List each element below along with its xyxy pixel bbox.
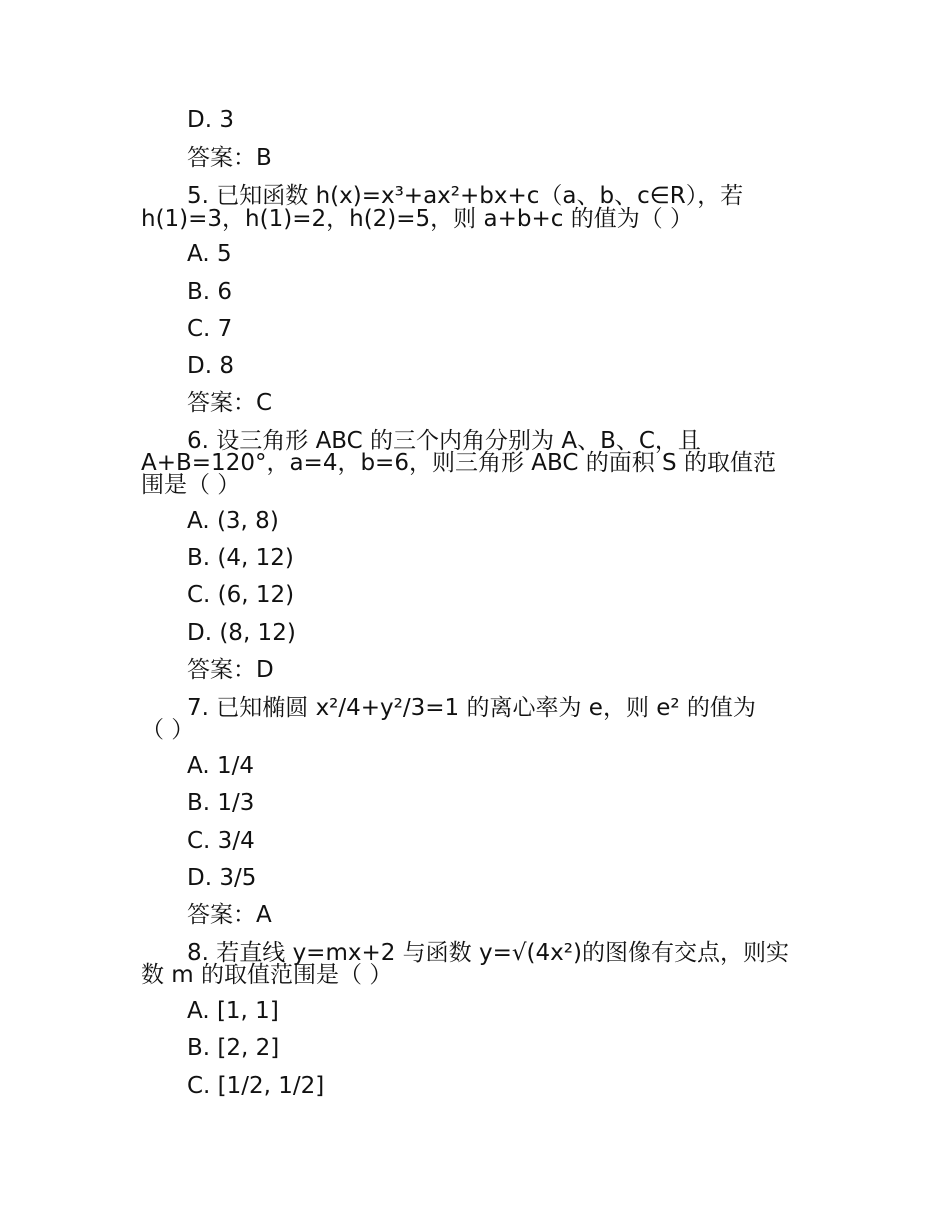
question-5-line-1: 5. 已知函数 h(x)=x³+ax²+bx+c（a、b、c∈R），若 (187, 183, 744, 209)
option-d-q5: D. 8 (187, 353, 234, 379)
question-6-line-1: 6. 设三角形 ABC 的三个内角分别为 A、B、C，且 (187, 428, 701, 454)
answer-q6: 答案：D (187, 657, 274, 683)
answer-q4: 答案：B (187, 145, 272, 171)
option-d-q6: D. (8, 12) (187, 620, 296, 646)
option-a-q6: A. (3, 8) (187, 508, 279, 534)
question-7-line-1: 7. 已知椭圆 x²/4+y²/3=1 的离心率为 e，则 e² 的值为 (187, 695, 756, 721)
option-a-q8: A. [1, 1] (187, 998, 279, 1024)
option-a-q7: A. 1/4 (187, 753, 254, 779)
question-5-line-2: h(1)=3，h(1)=2，h(2)=5，则 a+b+c 的值为（ ） (141, 206, 693, 232)
option-c-q5: C. 7 (187, 316, 233, 342)
question-6-line-2: A+B=120°，a=4，b=6，则三角形 ABC 的面积 S 的取值范 (141, 450, 776, 476)
question-7-line-2: （ ） (141, 717, 195, 743)
answer-q7: 答案：A (187, 902, 272, 928)
option-b-q5: B. 6 (187, 279, 233, 305)
option-c-q6: C. (6, 12) (187, 582, 295, 608)
option-b-q7: B. 1/3 (187, 790, 255, 816)
question-8-line-2: 数 m 的取值范围是（ ） (141, 962, 393, 988)
question-6-line-3: 围是（ ） (141, 472, 241, 498)
option-c-q8: C. [1/2, 1/2] (187, 1073, 325, 1099)
option-b-q8: B. [2, 2] (187, 1035, 280, 1061)
option-a-q5: A. 5 (187, 241, 232, 267)
answer-q5: 答案：C (187, 390, 273, 416)
option-d-q4: D. 3 (187, 107, 234, 133)
option-c-q7: C. 3/4 (187, 828, 255, 854)
option-b-q6: B. (4, 12) (187, 545, 294, 571)
question-8-line-1: 8. 若直线 y=mx+2 与函数 y=√(4x²)的图像有交点，则实 (187, 940, 789, 966)
option-d-q7: D. 3/5 (187, 865, 257, 891)
